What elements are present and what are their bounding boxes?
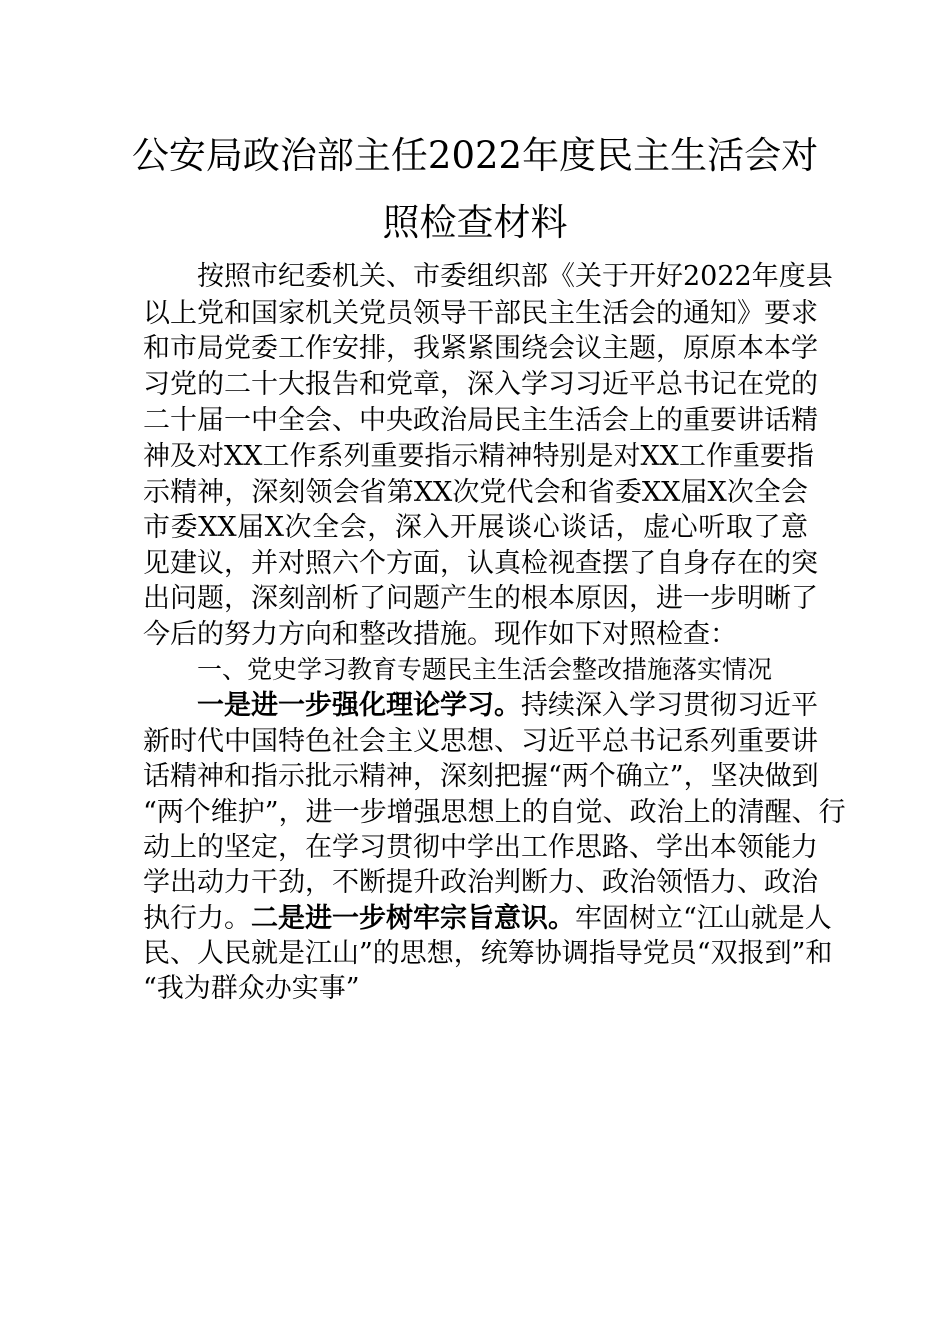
para2-line: [143, 902, 832, 936]
intro-line: 以上党和国家机关党员领导干部民主生活会的通知》要求: [143, 298, 818, 329]
para2-line: “我为群众办实事”: [143, 973, 360, 1004]
intro-line: 按照市纪委机关、市委组织部《关于开好2022年度县: [197, 261, 833, 292]
intro-line: 市委XX届X次全会，深入开展谈心谈话，虚心听取了意: [143, 512, 808, 543]
para2-line: 新时代中国特色社会主义思想、习近平总书记系列重要讲: [143, 726, 818, 757]
para2-line: [197, 689, 818, 723]
document-title-line-1: 公安局政治部主任2022年度民主生活会对: [131, 134, 819, 177]
para2-line-text: 牢固树立“江山就是人: [575, 903, 832, 934]
intro-line: 出问题，深刻剖析了问题产生的根本原因，进一步明晰了: [143, 583, 818, 614]
intro-line: 二十届一中全会、中央政治局民主生活会上的重要讲话精: [143, 405, 818, 436]
para2-line: 学出动力干劲，不断提升政治判断力、政治领悟力、政治: [143, 867, 818, 898]
intro-line: 习党的二十大报告和党章，深入学习习近平总书记在党的: [143, 369, 818, 400]
para2-line: “两个维护”，进一步增强思想上的自觉、政治上的清醒、行: [143, 797, 846, 828]
section-heading: 一、党史学习教育专题民主生活会整改措施落实情况: [197, 655, 773, 684]
para2-line: 动上的坚定，在学习贯彻中学出工作思路、学出本领能力: [143, 832, 818, 863]
para2-line: 民、人民就是江山”的思想，统筹协调指导党员“双报到”和: [143, 938, 833, 969]
intro-line: 和市局党委工作安排，我紧紧围绕会议主题，原原本本学: [143, 333, 818, 364]
bold-lead-2: 二是进一步树牢宗旨意识。: [251, 903, 575, 934]
para2-line: 话精神和指示批示精神，深刻把握“两个确立”，坚决做到: [143, 761, 819, 792]
intro-line: 神及对XX工作系列重要指示精神特别是对XX工作重要指: [143, 441, 814, 472]
intro-line: 示精神，深刻领会省第XX次党代会和省委XX届X次全会: [143, 477, 808, 508]
intro-line: 见建议，并对照六个方面，认真检视查摆了自身存在的突: [143, 548, 818, 579]
para2-line-text: 持续深入学习贯彻习近平: [521, 690, 818, 721]
bold-lead-1: 一是进一步强化理论学习。: [197, 690, 521, 721]
document-title-line-2: 照检查材料: [382, 201, 568, 244]
intro-line: 今后的努力方向和整改措施。现作如下对照检查：: [143, 619, 737, 650]
para2-line-text: 执行力。: [143, 903, 251, 934]
